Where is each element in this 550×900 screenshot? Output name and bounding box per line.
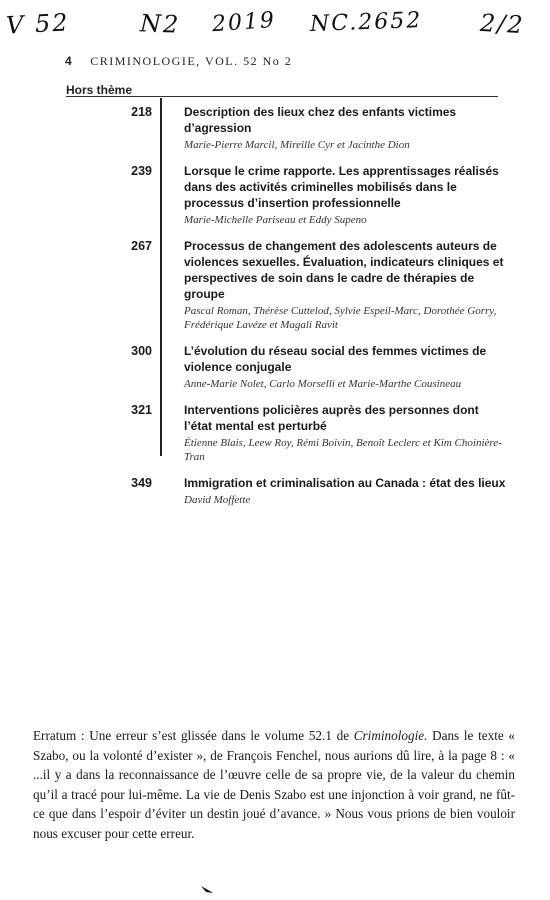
toc-entry <box>66 104 506 152</box>
journal-header: CRIMINOLOGIE, VOL. 52 No 2 <box>90 54 293 68</box>
article-authors: Anne-Marie Nolet, Carlo Morselli et Marie-Marthe Cousineau <box>184 378 462 390</box>
toc-page-number: 300 <box>131 344 152 358</box>
section-label: Hors thème <box>66 83 133 97</box>
article-authors: David Moffette <box>184 494 251 506</box>
toc-entry <box>66 163 506 227</box>
toc-entry <box>66 475 506 507</box>
article-title: Lorsque le crime rapporte. Les apprentissages réalisés dans des activités criminelles mobilisés dans le processus d’insertion professionnelle <box>184 164 499 210</box>
article-authors: Marie-Pierre Marcil, Mireille Cyr et Jacinthe Dion <box>184 139 410 151</box>
running-head <box>65 54 505 69</box>
table-of-contents <box>66 104 506 518</box>
article-authors: Marie-Michelle Pariseau et Eddy Supeno <box>184 214 367 226</box>
article-title: Immigration et criminalisation au Canada : état des lieux <box>184 476 506 490</box>
toc-page-number: 239 <box>131 164 152 178</box>
article-authors: Étienne Blais, Leew Roy, Rémi Boivin, Benoît Leclerc et Kim Choinière-Tran <box>184 437 502 463</box>
article-title: Description des lieux chez des enfants victimes d’agression <box>184 105 457 135</box>
erratum-text: Dans le texte « Szabo, ou la volonté d’exister », de François Fenchel, nous aurions dû lire, à la page 8 : « ...il y a dans la reconnaissance de l’œuvre celle de sa propre vie, de la valeur du chemin qu’il a tracé pour lui-même. La vie de Denis Szabo est une injonction à voir grand, ne fût-ce que dans l’espoir d’éviter un destin joué d’avance. » Nous vous prions de bien vouloir nous excuser pour cette erreur. <box>33 728 515 841</box>
article-title: L’évolution du réseau social des femmes victimes de violence conjugale <box>184 344 487 374</box>
toc-page-number: 321 <box>131 403 152 417</box>
handwritten-number: N2 <box>139 9 181 39</box>
section-divider <box>66 96 498 97</box>
toc-page-number: 349 <box>131 476 152 490</box>
handwritten-year: 2019 <box>211 7 277 38</box>
article-title: Interventions policières auprès des personnes dont l’état mental est perturbé <box>184 403 479 433</box>
handwritten-volume: V 52 <box>5 8 71 40</box>
toc-page-number: 267 <box>131 239 152 253</box>
toc-page-number: 218 <box>131 105 152 119</box>
article-authors: Pascal Roman, Thérèse Cuttelod, Sylvie Espeil-Marc, Dorothée Gorry, Frédérique Lavéze et Magali Ravit <box>184 305 497 331</box>
toc-entry <box>66 402 506 464</box>
erratum-lead: Erratum : Une erreur s’est glissée dans le volume 52.1 de <box>33 728 354 743</box>
erratum-journal-title: Criminologie. <box>353 728 428 743</box>
page-number: 4 <box>65 54 72 68</box>
handwritten-annotation <box>0 7 550 44</box>
erratum-paragraph <box>33 726 515 844</box>
toc-entry <box>66 343 506 391</box>
toc-entry <box>66 238 506 332</box>
scan-mark <box>200 884 214 894</box>
handwritten-page-count: 2/2 <box>479 8 526 40</box>
article-title: Processus de changement des adolescents auteurs de violences sexuelles. Évaluation, indicateurs cliniques et perspectives de soin dans le cadre de thérapies de groupe <box>184 239 504 301</box>
handwritten-catalog-code: NC.2652 <box>309 8 423 37</box>
